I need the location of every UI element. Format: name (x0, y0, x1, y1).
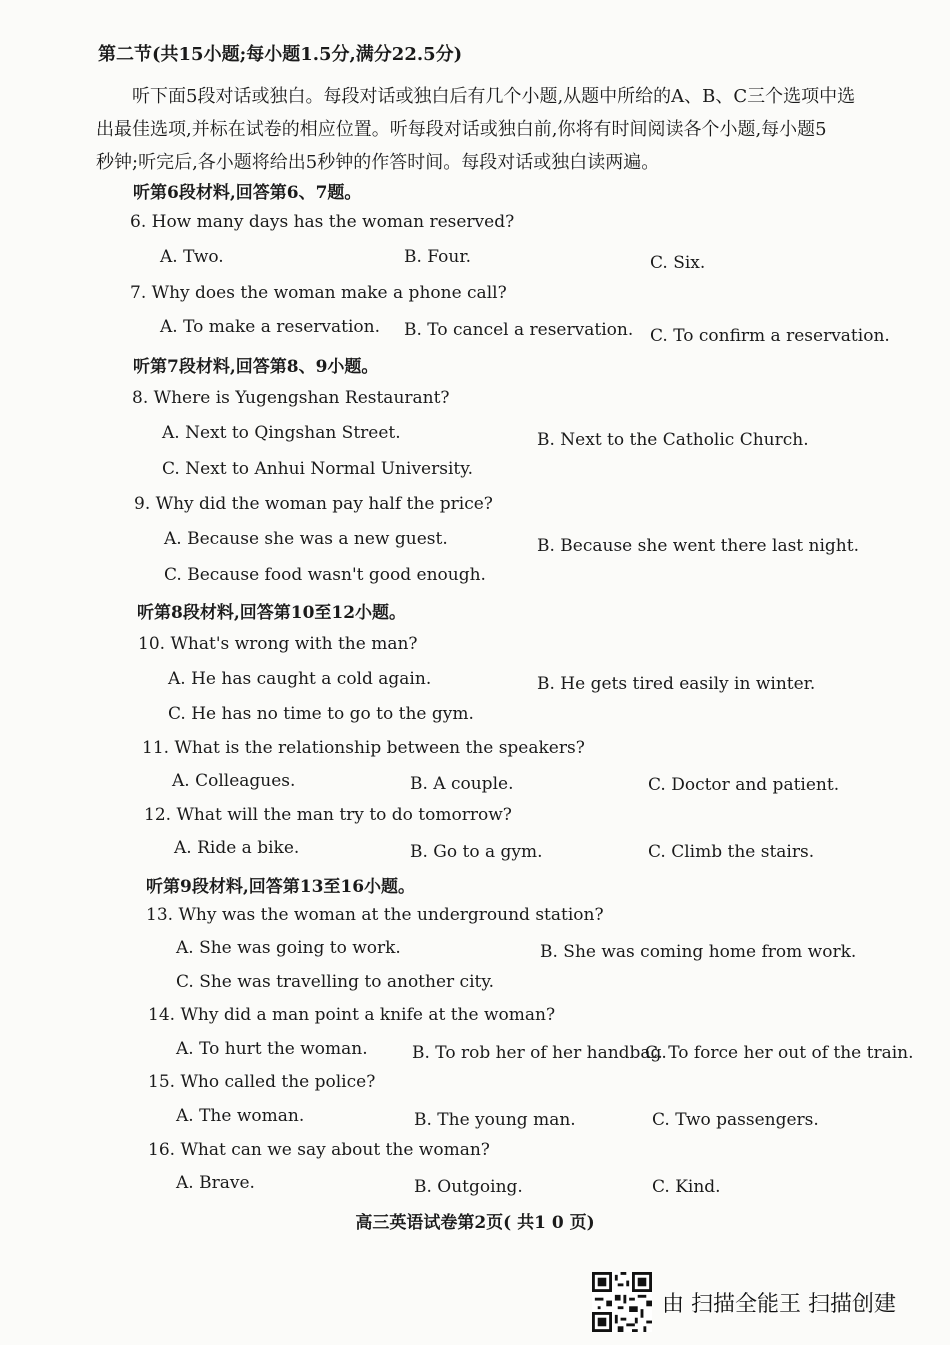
option-6b: B. Four. (404, 247, 472, 267)
scan-watermark-text: 由 扫描全能王 扫描创建 (662, 1291, 896, 1317)
page-footer: 高三英语试卷第2页( 共1 0 页) (355, 1213, 595, 1233)
option-11b: B. A couple. (410, 774, 514, 794)
option-8b: B. Next to the Catholic Church. (537, 430, 809, 450)
question-12: 12. What will the man try to do tomorrow? (144, 805, 512, 825)
question-15: 15. Who called the police? (148, 1072, 376, 1092)
option-10a: A. He has caught a cold again. (168, 669, 432, 689)
option-14b: B. To rob her of her handbag. (412, 1043, 667, 1063)
option-14a: A. To hurt the woman. (176, 1039, 368, 1059)
option-10c: C. He has no time to go to the gym. (168, 704, 474, 724)
option-16c: C. Kind. (652, 1177, 721, 1197)
question-7: 7. Why does the woman make a phone call? (130, 283, 507, 303)
instructions-line: 听下面5段对话或独白。每段对话或独白后有几个小题,从题中所给的A、B、C三个选项中选 (132, 86, 856, 107)
question-14: 14. Why did a man point a knife at the woman? (148, 1005, 556, 1025)
question-10: 10. What's wrong with the man? (138, 634, 418, 654)
option-12a: A. Ride a bike. (174, 838, 300, 858)
option-8c: C. Next to Anhui Normal University. (162, 459, 473, 479)
qr-code-icon (592, 1272, 652, 1332)
option-15c: C. Two passengers. (652, 1110, 819, 1130)
option-15b: B. The young man. (414, 1110, 576, 1130)
option-16a: A. Brave. (176, 1173, 255, 1193)
question-13: 13. Why was the woman at the underground station? (146, 905, 604, 925)
section-label: 听第7段材料,回答第8、9小题。 (133, 357, 379, 377)
option-6a: A. Two. (160, 247, 224, 267)
option-12b: B. Go to a gym. (410, 842, 543, 862)
option-7a: A. To make a reservation. (160, 317, 380, 337)
question-11: 11. What is the relationship between the speakers? (142, 738, 585, 758)
option-13a: A. She was going to work. (176, 938, 401, 958)
option-15a: A. The woman. (176, 1106, 305, 1126)
option-16b: B. Outgoing. (414, 1177, 523, 1197)
option-7c: C. To confirm a reservation. (650, 326, 890, 346)
option-9b: B. Because she went there last night. (537, 536, 859, 556)
instructions-line: 秒钟;听完后,各小题将给出5秒钟的作答时间。每段对话或独白读两遍。 (96, 152, 660, 173)
question-8: 8. Where is Yugengshan Restaurant? (132, 388, 450, 408)
option-13c: C. She was travelling to another city. (176, 972, 495, 992)
option-11c: C. Doctor and patient. (648, 775, 840, 795)
section-header: 第二节(共15小题;每小题1.5分,满分22.5分) (98, 44, 463, 65)
section-label: 听第8段材料,回答第10至12小题。 (137, 603, 407, 623)
option-8a: A. Next to Qingshan Street. (162, 423, 401, 443)
scan-watermark (592, 1272, 896, 1332)
option-9c: C. Because food wasn't good enough. (164, 565, 486, 585)
section-label: 听第9段材料,回答第13至16小题。 (146, 877, 416, 897)
option-13b: B. She was coming home from work. (540, 942, 857, 962)
question-16: 16. What can we say about the woman? (148, 1140, 490, 1160)
option-7b: B. To cancel a reservation. (404, 320, 634, 340)
option-6c: C. Six. (650, 253, 706, 273)
question-9: 9. Why did the woman pay half the price? (134, 494, 493, 514)
option-11a: A. Colleagues. (172, 771, 296, 791)
section-label: 听第6段材料,回答第6、7题。 (133, 183, 362, 203)
option-12c: C. Climb the stairs. (648, 842, 815, 862)
option-14c: C. To force her out of the train. (645, 1043, 914, 1063)
instructions-line: 出最佳选项,并标在试卷的相应位置。听每段对话或独白前,你将有时间阅读各个小题,每小题5 (96, 119, 827, 140)
question-6: 6. How many days has the woman reserved? (130, 212, 515, 232)
instructions (96, 80, 886, 179)
option-10b: B. He gets tired easily in winter. (537, 674, 816, 694)
option-9a: A. Because she was a new guest. (164, 529, 448, 549)
